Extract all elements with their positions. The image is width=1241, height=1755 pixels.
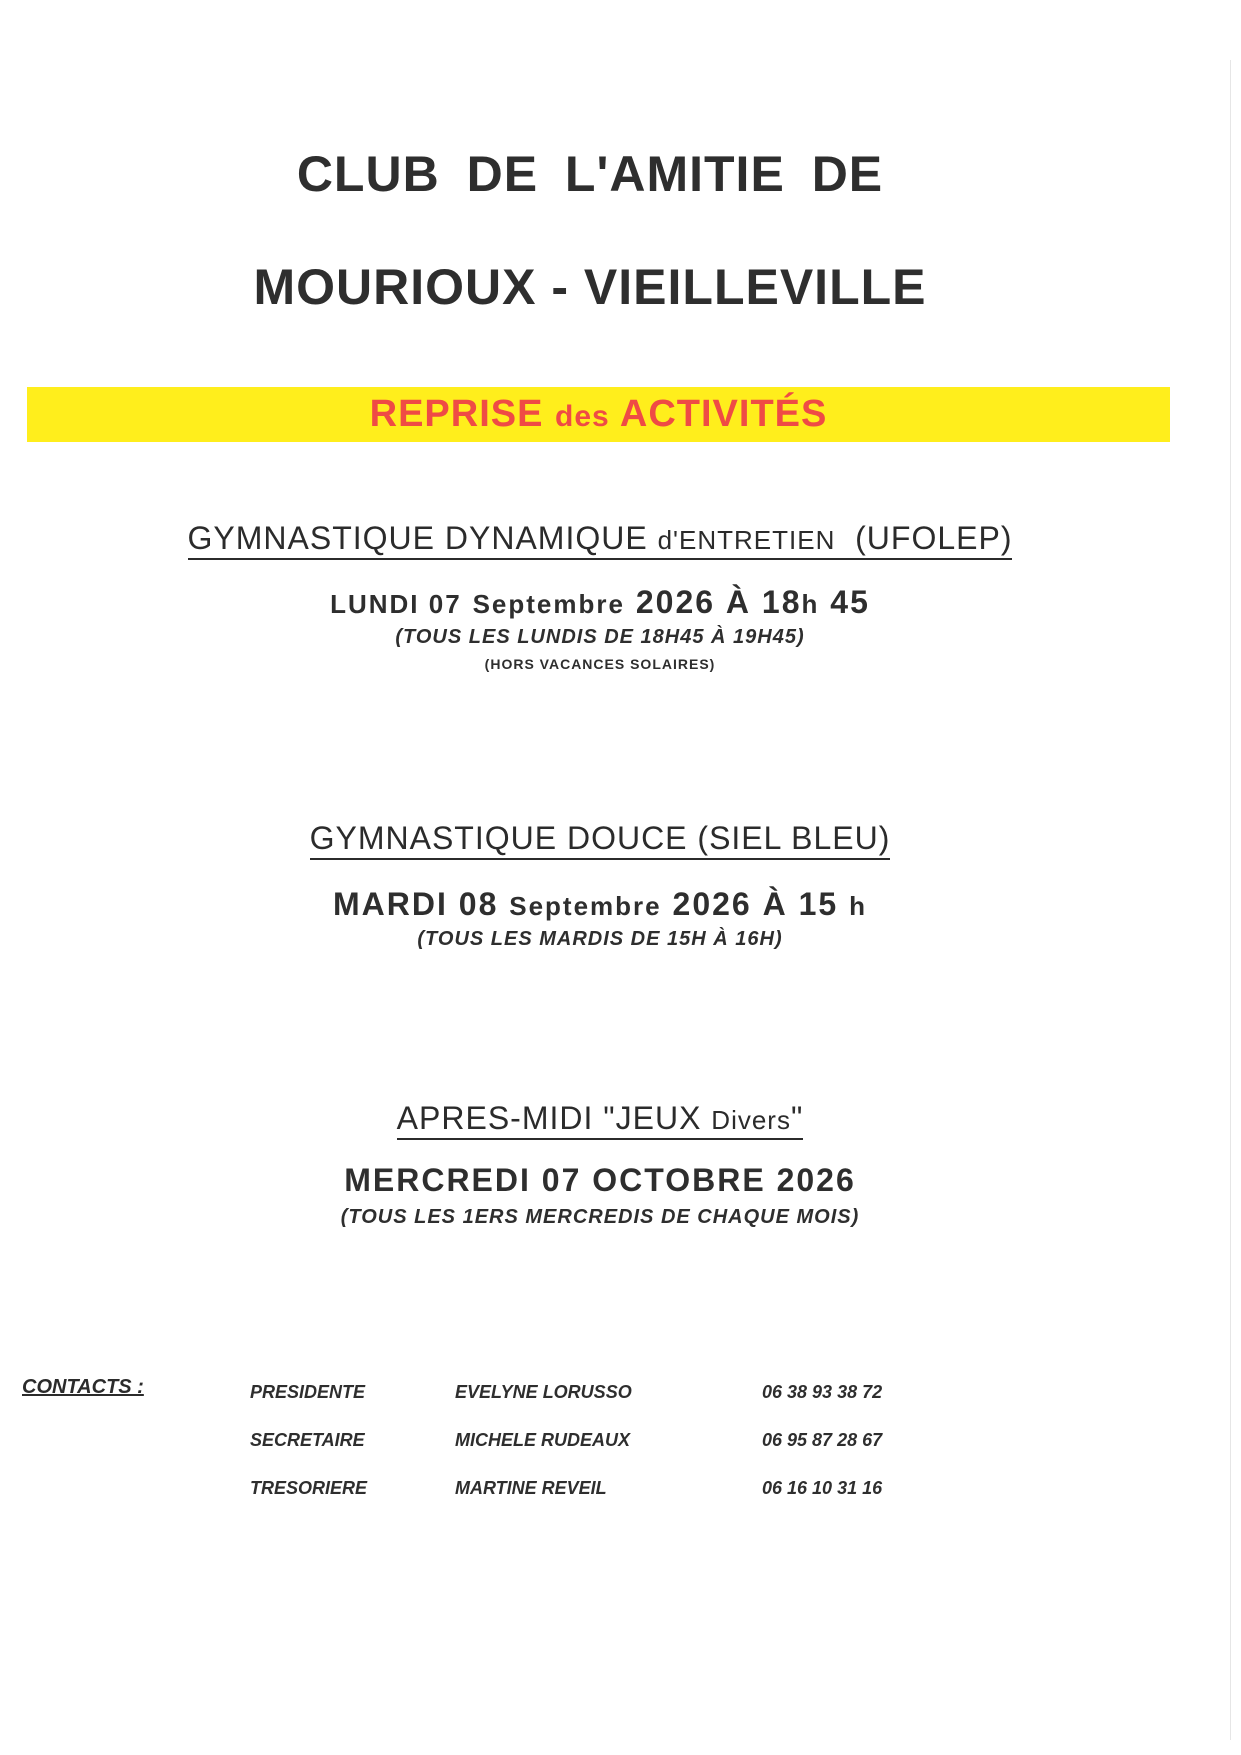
contact-phone: 06 38 93 38 72 xyxy=(762,1382,883,1402)
activity-3-note: (TOUS LES 1ERS MERCREDIS DE CHAQUE MOIS) xyxy=(340,1206,860,1228)
activity-2-title-a: GYMNASTIQUE DOUCE (SIEL BLEU) xyxy=(310,820,891,860)
activity-2-title xyxy=(0,820,1200,857)
contacts-label: CONTACTS : xyxy=(22,1376,144,1398)
activity-1-date-d: h xyxy=(801,589,820,619)
activity-1-date-a: LUNDI 07 xyxy=(330,589,462,619)
banner-word-des: des xyxy=(555,400,610,433)
activity-1-title-a: GYMNASTIQUE DYNAMIQUE xyxy=(187,520,648,556)
club-title-line2: MOURIOUX - VIEILLEVILLE xyxy=(253,259,927,315)
activity-3-title-c: " xyxy=(790,1100,804,1136)
contact-role: PRESIDENTE xyxy=(250,1382,366,1402)
contact-role: TRESORIERE xyxy=(250,1478,368,1498)
activity-1-date xyxy=(0,584,1200,621)
contact-role: SECRETAIRE xyxy=(250,1430,365,1450)
banner-word-reprise: REPRISE xyxy=(369,393,544,435)
activity-2-date-d: h xyxy=(849,891,867,921)
contact-phone: 06 95 87 28 67 xyxy=(762,1430,883,1450)
activity-1-date-e: 45 xyxy=(830,584,870,620)
scan-edge-line xyxy=(1230,60,1231,1740)
banner-text xyxy=(27,388,1170,443)
contact-name: EVELYNE LORUSSO xyxy=(455,1382,632,1402)
activity-1-title-c: (UFOLEP) xyxy=(855,520,1013,556)
activity-1-title xyxy=(0,520,1200,557)
contact-name: MICHELE RUDEAUX xyxy=(455,1430,631,1450)
club-title-line1: CLUB DE L'AMITIE DE xyxy=(296,146,884,202)
activity-1-date-c: 2026 À 18 xyxy=(635,584,802,620)
activity-2-date-b: Septembre xyxy=(509,891,662,921)
activity-1-note: (TOUS LES LUNDIS DE 18H45 À 19H45) xyxy=(395,626,805,648)
activity-2-date-c: 2026 À 15 xyxy=(672,886,839,922)
activity-1-title-underlined xyxy=(188,520,1013,560)
contact-name: MARTINE REVEIL xyxy=(455,1478,607,1498)
activity-1-title-b: d'ENTRETIEN xyxy=(657,525,836,555)
activity-2-date xyxy=(0,886,1200,923)
activity-3-title-a: APRES-MIDI "JEUX xyxy=(396,1100,702,1136)
activity-1-date-b: Septembre xyxy=(472,589,625,619)
activity-3-title-underlined xyxy=(397,1100,804,1140)
activity-2-note: (TOUS LES MARDIS DE 15H À 16H) xyxy=(417,928,783,950)
activity-1-note-2: (HORS VACANCES SOLAIRES) xyxy=(484,656,716,672)
activity-3-title-b: Divers xyxy=(711,1105,791,1135)
activity-3-title xyxy=(0,1100,1200,1137)
contact-phone: 06 16 10 31 16 xyxy=(762,1478,883,1498)
activity-3-date: MERCREDI 07 OCTOBRE 2026 xyxy=(344,1162,856,1198)
activity-2-date-a: MARDI 08 xyxy=(333,886,499,922)
banner-word-activites: ACTIVITÉS xyxy=(619,393,828,435)
